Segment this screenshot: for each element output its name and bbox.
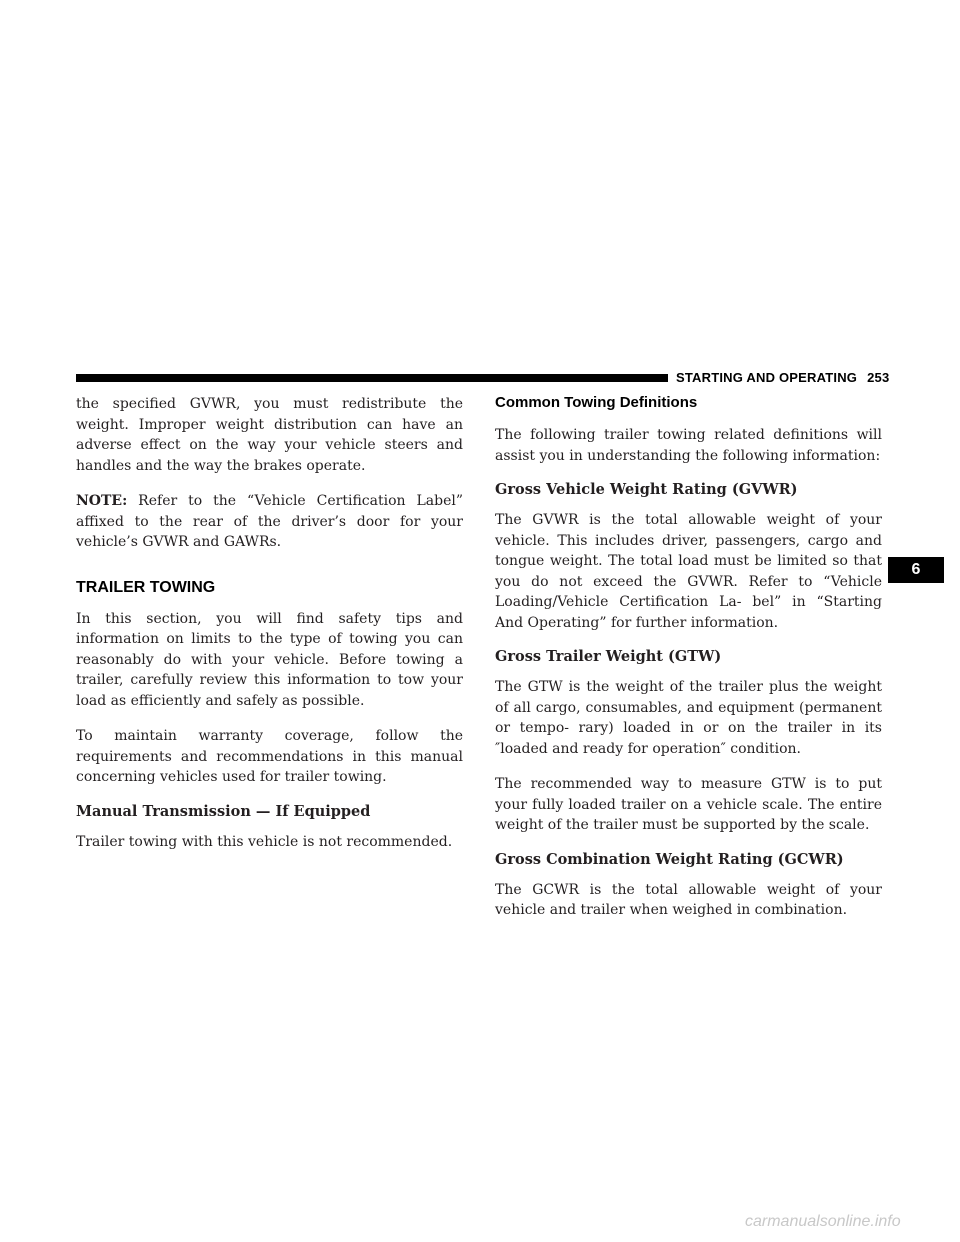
definitions-heading: Common Towing Definitions xyxy=(495,394,698,411)
trailer-towing-paragraph-1: In this section, you will find safety tips and information on limits to the type of towing you can reasonably do with your vehicle. Before towing a trailer, carefully review this information to tow your load as efficiently and safely as possible. xyxy=(76,610,463,709)
note-label: NOTE: xyxy=(76,493,128,509)
trailer-towing-paragraph-2: To maintain warranty coverage, follow the requirements and recommendations in this manual concerning vehicles used for trailer towing. xyxy=(76,728,463,785)
definitions-intro: The following trailer towing related definitions will assist you in understanding the following information: xyxy=(495,427,882,464)
gtw-heading: Gross Trailer Weight (GTW) xyxy=(495,648,722,665)
gvwr-text: The GVWR is the total allowable weight of your vehicle. This includes driver, passengers, cargo and tongue weight. The total load must be limited so that you do not exceed the GVWR. Refer to “Vehicle Loading/Vehicle Certification La- bel” in “Starting And Operating” for further information. xyxy=(495,512,882,631)
watermark: carmanualsonline.info xyxy=(745,1213,901,1230)
trailer-towing-heading: TRAILER TOWING xyxy=(76,578,216,596)
note-text: Refer to the “Vehicle Certification Label” affixed to the rear of the driver’s door for your vehicle’s GVWR and GAWRs. xyxy=(76,493,463,550)
header-rule xyxy=(76,374,668,382)
left-column xyxy=(76,394,463,867)
page-number: 253 xyxy=(867,370,890,385)
manual-transmission-heading: Manual Transmission — If Equipped xyxy=(76,802,371,820)
gtw-text-2: The recommended way to measure GTW is to put your fully loaded trailer on a vehicle scale. The entire weight of the trailer must be supported by the scale. xyxy=(495,776,882,833)
running-header xyxy=(676,370,889,385)
gvwr-heading: Gross Vehicle Weight Rating (GVWR) xyxy=(495,481,798,498)
gcwr-text: The GCWR is the total allowable weight of your vehicle and trailer when weighed in combination. xyxy=(495,881,882,918)
chapter-tab: 6 xyxy=(888,557,944,583)
gtw-text-1: The GTW is the weight of the trailer plus the weight of all cargo, consumables, and equipment (permanent or tempo- rary) loaded in or on the trailer in its ″loaded and ready for operation″ condition. xyxy=(495,679,882,757)
gcwr-heading: Gross Combination Weight Rating (GCWR) xyxy=(495,850,844,868)
note-paragraph xyxy=(76,491,463,553)
intro-paragraph: the specified GVWR, you must redistribute the weight. Improper weight distribution can have an adverse effect on the way your vehicle steers and handles and the way the brakes operate. xyxy=(76,396,463,474)
manual-transmission-text: Trailer towing with this vehicle is not recommended. xyxy=(76,833,453,850)
header-section-title: STARTING AND OPERATING xyxy=(676,370,858,385)
right-column xyxy=(495,394,882,936)
